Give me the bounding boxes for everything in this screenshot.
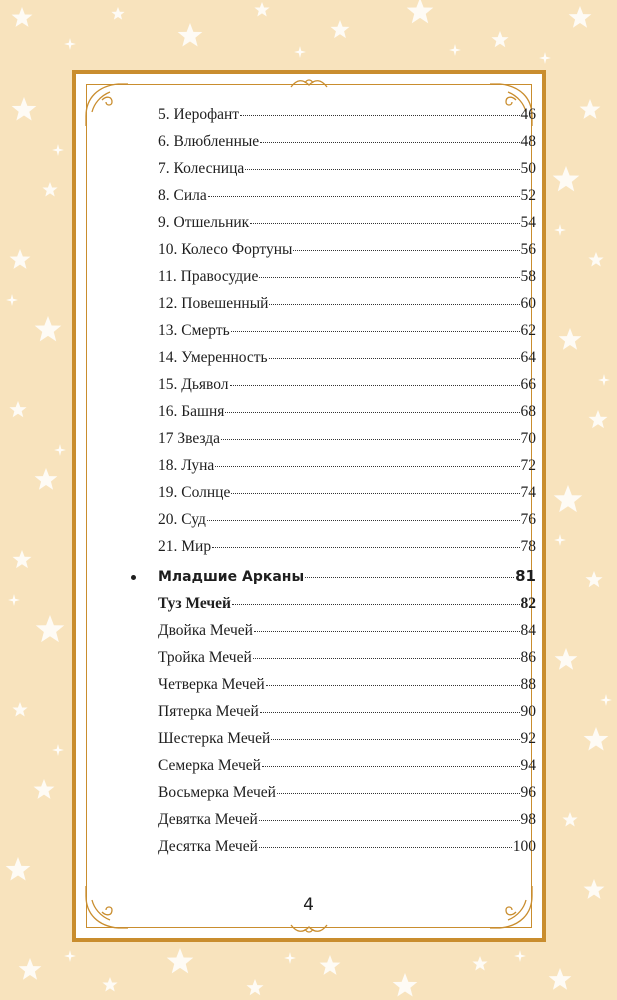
toc-entry-page: 54 (520, 214, 536, 231)
toc-entry[interactable] (158, 757, 536, 779)
toc-entry[interactable] (158, 511, 536, 533)
toc-entry[interactable] (158, 349, 536, 371)
toc-entry-title: Пятерка Мечей (158, 703, 259, 720)
toc-entry[interactable] (158, 784, 536, 806)
toc-entry[interactable] (158, 838, 536, 860)
toc-entry-page: 74 (520, 484, 536, 501)
toc-entry-page: 52 (520, 187, 536, 204)
toc-entry-page: 96 (520, 784, 536, 801)
toc-entry-page: 94 (520, 757, 536, 774)
toc-entry[interactable] (158, 295, 536, 317)
toc-entry[interactable] (158, 538, 536, 560)
toc-entry-title: 19. Солнце (158, 484, 231, 501)
corner-ornament-icon (84, 82, 130, 128)
top-flourish-icon (289, 77, 329, 89)
dot-leader (240, 115, 519, 116)
toc-entry[interactable] (158, 322, 536, 344)
toc-entry[interactable] (158, 268, 536, 290)
toc-entry-title: 8. Сила (158, 187, 207, 204)
dot-leader (260, 142, 519, 143)
toc-entry-title: 6. Влюбленные (158, 133, 260, 150)
toc-entry-page: 68 (520, 403, 536, 420)
dot-leader (230, 385, 520, 386)
toc-entry-title: 14. Умеренность (158, 349, 268, 366)
dot-leader (207, 520, 520, 521)
toc-entry-title: Шестерка Мечей (158, 730, 271, 747)
toc-entry[interactable] (158, 187, 536, 209)
dot-leader (215, 466, 519, 467)
dot-leader (269, 358, 520, 359)
dot-leader (225, 412, 519, 413)
dot-leader (259, 820, 520, 821)
dot-leader (271, 739, 519, 740)
toc-entry-page: 72 (520, 457, 536, 474)
toc-entry[interactable] (158, 622, 536, 644)
toc-entry-page: 86 (520, 649, 536, 666)
toc-section-title: Младшие Арканы (158, 569, 305, 585)
toc-entry[interactable] (158, 376, 536, 398)
toc-entry-title: 17 Звезда (158, 430, 221, 447)
dot-leader (231, 493, 519, 494)
toc-entry-page: 64 (520, 349, 536, 366)
dot-leader (221, 439, 519, 440)
toc-entry-page: 70 (520, 430, 536, 447)
toc-entry-title: Двойка Мечей (158, 622, 253, 639)
toc-entry-title: 12. Повешенный (158, 295, 269, 312)
toc-entry-title: Десятка Мечей (158, 838, 258, 855)
dot-leader (253, 658, 520, 659)
dot-leader (231, 331, 520, 332)
toc-section-minor-arcana[interactable] (158, 567, 536, 589)
toc-entry[interactable] (158, 703, 536, 725)
dot-leader (232, 604, 520, 605)
toc-entry-title: 13. Смерть (158, 322, 230, 339)
toc-entry[interactable] (158, 595, 536, 617)
toc-entry-page: 98 (520, 811, 536, 828)
toc-entry-title: Туз Мечей (158, 595, 231, 612)
toc-entry[interactable] (158, 241, 536, 263)
toc-entry-page: 48 (520, 133, 536, 150)
dot-leader (277, 793, 520, 794)
dot-leader (250, 223, 519, 224)
toc-entry-title: Семерка Мечей (158, 757, 261, 774)
dot-leader (259, 277, 519, 278)
dot-leader (262, 766, 520, 767)
toc-entry-page: 62 (520, 322, 536, 339)
toc-entry[interactable] (158, 676, 536, 698)
toc-entry-page: 92 (520, 730, 536, 747)
toc-entry-page: 76 (520, 511, 536, 528)
toc-entry[interactable] (158, 730, 536, 752)
toc-section-page: 81 (515, 567, 536, 585)
toc-entry-page: 56 (520, 241, 536, 258)
toc-entry-title: Четверка Мечей (158, 676, 265, 693)
toc-entry[interactable] (158, 457, 536, 479)
toc-entry-title: 16. Башня (158, 403, 225, 420)
toc-entry[interactable] (158, 160, 536, 182)
toc-entry-title: 7. Колесница (158, 160, 245, 177)
toc-entry-page: 78 (520, 538, 536, 555)
page-number-text: 4 (295, 895, 322, 915)
toc-entry-page: 84 (520, 622, 536, 639)
toc-entry-page: 60 (520, 295, 536, 312)
toc-entry[interactable] (158, 649, 536, 671)
toc-entry[interactable] (158, 133, 536, 155)
dot-leader (305, 577, 514, 578)
dot-leader (208, 196, 520, 197)
toc-entry-title: 9. Отшельник (158, 214, 250, 231)
toc-entry-title: 20. Суд (158, 511, 206, 528)
toc-entry-page: 58 (520, 268, 536, 285)
toc-entry-page: 66 (520, 376, 536, 393)
toc-entry-page: 100 (512, 838, 536, 855)
toc-entry-title: 11. Правосудие (158, 268, 259, 285)
dot-leader (260, 712, 520, 713)
dot-leader (269, 304, 519, 305)
toc-entry-page: 50 (520, 160, 536, 177)
toc-entry-page: 46 (520, 106, 536, 123)
dot-leader (254, 631, 520, 632)
toc-entry-title: Восьмерка Мечей (158, 784, 276, 801)
section-bullet-icon (131, 575, 136, 580)
toc-entry-title: 15. Дьявол (158, 376, 229, 393)
toc-entry[interactable] (158, 214, 536, 236)
dot-leader (266, 685, 520, 686)
toc-entry-page: 90 (520, 703, 536, 720)
toc-entry[interactable] (158, 484, 536, 506)
toc-entry-page: 88 (520, 676, 536, 693)
toc-entry-title: 5. Иерофант (158, 106, 240, 123)
page-number (0, 895, 617, 915)
dot-leader (212, 547, 519, 548)
toc-entry-page: 82 (520, 595, 536, 612)
toc-entry-title: 10. Колесо Фортуны (158, 241, 293, 258)
dot-leader (259, 847, 512, 848)
toc-entry[interactable] (158, 403, 536, 425)
dot-leader (245, 169, 519, 170)
toc-entry-title: Девятка Мечей (158, 811, 258, 828)
bottom-flourish-icon (289, 923, 329, 935)
toc-entry-title: 18. Луна (158, 457, 215, 474)
toc-entry[interactable] (158, 811, 536, 833)
toc-entry-title: Тройка Мечей (158, 649, 252, 666)
dot-leader (293, 250, 519, 251)
toc-entry-title: 21. Мир (158, 538, 212, 555)
toc-entry[interactable] (158, 430, 536, 452)
toc-entry[interactable] (158, 106, 536, 128)
